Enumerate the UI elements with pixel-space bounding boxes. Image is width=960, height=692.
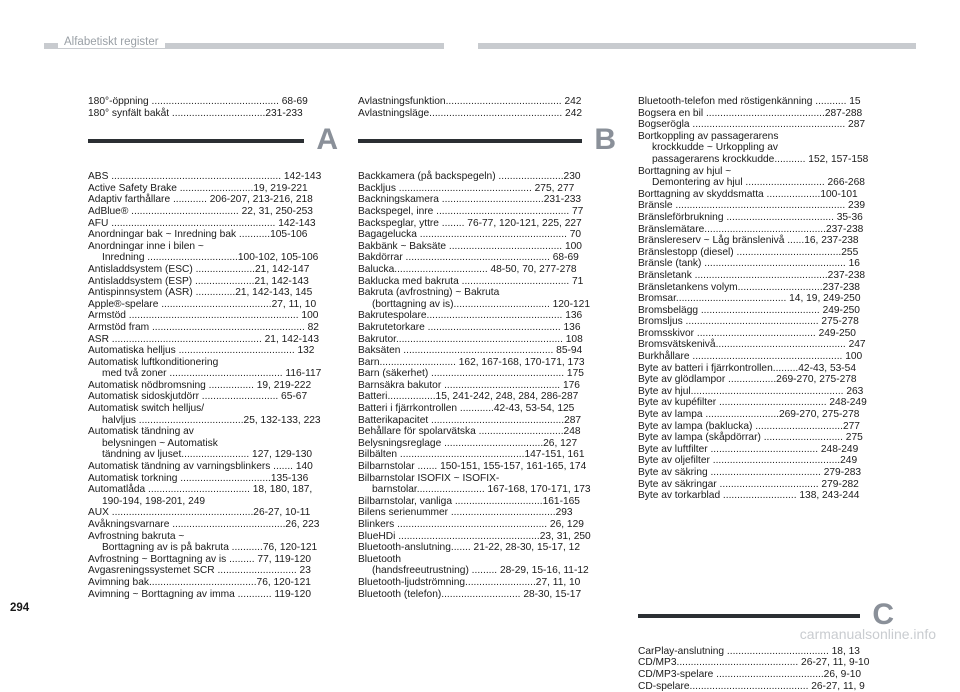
- page-header-title: Alfabetiskt register: [58, 36, 165, 48]
- index-entries-pre: [88, 96, 338, 119]
- index-entry: Bluetooth: [358, 553, 402, 565]
- index-entry: Bränsle ............................................................ 239: [638, 200, 866, 212]
- index-entry: Barn (säkerhet) ............................................... 175: [358, 368, 584, 380]
- index-entry: Bilbälten ............................................147-151, 161: [358, 449, 585, 461]
- page-number: 294: [10, 602, 30, 614]
- index-entry: Baksäten ..................................................... 85-94: [358, 345, 583, 357]
- index-entry: Automatisk nödbromsning ................ 19, 219-222: [88, 379, 312, 391]
- index-entry: 180°-öppning ............................................. 68-69: [88, 96, 308, 107]
- index-entry: Byte av säkring ....................................... 279-283: [638, 467, 862, 478]
- index-entry: Blinkers ..................................................... 26, 129: [358, 519, 584, 530]
- index-entry: Bränsle (tank) .................................................. 16: [638, 258, 860, 270]
- index-entry: Avlastningsläge............................................... 242: [358, 107, 583, 119]
- index-entry: Bromsskivor .......................................... 249-250: [638, 327, 856, 339]
- index-entry: Demontering av hjul ............................ 266-268: [652, 177, 865, 189]
- index-entry: 180° synfält bakåt .................................231-233: [88, 107, 303, 119]
- index-entry: Bilbarnstolar ISOFIX ~ ISOFIX-: [358, 472, 500, 484]
- section-letter: B: [594, 123, 616, 157]
- index-entry: Bagagelucka .................................................... 70: [358, 229, 582, 241]
- index-entry: Burkhållare ..................................................... 100: [638, 351, 863, 363]
- section-letter: C: [872, 597, 894, 631]
- index-entry: Byte av glödlampor .................269-270, 275-278: [638, 374, 857, 386]
- index-entry: AdBlue® ...................................... 22, 31, 250-253: [88, 205, 313, 217]
- index-entry: halvljus .....................................25, 132-133, 223: [102, 414, 321, 426]
- section-rule: [88, 139, 304, 143]
- index-entry: Automatiska helljus ......................................... 132: [88, 345, 315, 357]
- index-entry: Bromsvätskenivå.............................................. 247: [638, 339, 866, 351]
- index-entry: (borttagning av is).................................. 120-121: [372, 298, 590, 310]
- index-entry: CD/MP3........................................... 26-27, 11, 9-10: [638, 657, 870, 669]
- index-entry: ABS ............................................................ 142-143: [88, 171, 322, 183]
- index-entry: Byte av säkringar ................................... 279-282: [638, 478, 859, 490]
- index-entry: Bakruta (avfrostning) ~ Bakruta: [358, 287, 500, 299]
- index-entry: Automatisk switch helljus/: [88, 403, 205, 415]
- index-entries-c: [638, 646, 894, 692]
- index-entries-a: [88, 171, 338, 600]
- index-entry: Avgasreningssystemet SCR ............................ 23: [88, 565, 311, 577]
- index-entry: Anordningar inne i bilen ~: [88, 240, 204, 252]
- index-entry: Backljus ............................................... 275, 277: [358, 182, 575, 194]
- index-entry: Adaptiv farthållare ............ 206-207, 213-216, 218: [88, 194, 313, 206]
- index-entry: ASR ..................................................... 21, 142-143: [88, 333, 319, 345]
- index-entry: Byte av batteri i fjärrkontrollen.........42-43, 53-54: [638, 362, 857, 374]
- section-rule: [358, 139, 582, 143]
- index-entries-pre: [358, 96, 616, 119]
- index-entry: Automatisk tändning av: [88, 426, 194, 438]
- index-entry: med två zoner ........................................ 116-117: [102, 368, 322, 380]
- index-entry: Armstöd fram ...................................................... 82: [88, 321, 319, 333]
- index-entry: Bränslemätare...........................................237-238: [638, 223, 864, 235]
- index-entry: Avåkningsvarnare ........................................26, 223: [88, 519, 320, 530]
- index-entry: AUX ..................................................26-27, 10-11: [88, 507, 311, 519]
- index-entry: Batterikapacitet ...............................................287: [358, 414, 582, 426]
- index-entry: Avfrostning bakruta ~: [88, 530, 185, 542]
- index-entry: Bluetooth-anslutning....... 21-22, 28-30, 15-17, 12: [358, 542, 581, 554]
- index-entry: Borttagning av is på bakruta ...........76, 120-121: [102, 542, 318, 554]
- index-entry: Avimning ~ Borttagning av imma ............ 119-120: [88, 588, 312, 600]
- index-entry: Bluetooth-telefon med röstigenkänning ........... 15: [638, 96, 861, 107]
- index-entry: Bogserögla ...................................................... 287: [638, 119, 866, 131]
- index-entry: Antisladdsystem (ESC) .....................21, 142-147: [88, 263, 310, 275]
- index-entry: Belysningsreglage ...................................26, 127: [358, 437, 578, 449]
- index-entry: Anordningar bak ~ Inredning bak ...........105-106: [88, 229, 308, 241]
- section-header-a: [88, 123, 338, 165]
- index-entry: passagerarens krockkudde........... 152, 157-158: [652, 153, 869, 165]
- index-entry: Automatisk luftkonditionering: [88, 356, 219, 368]
- index-entry: CarPlay-anslutning .................................... 18, 13: [638, 645, 860, 657]
- index-entry: Batteri.................15, 241-242, 248, 284, 286-287: [358, 391, 579, 403]
- index-entry: Bilbarnstolar ....... 150-151, 155-157, 161-165, 174: [358, 461, 587, 473]
- index-entry: Backkamera (på backspegeln) .......................230: [358, 171, 581, 183]
- index-entry: Byte av kupéfilter ...................................... 248-249: [638, 397, 867, 409]
- index-entry: krockkudde ~ Urkoppling av: [652, 142, 778, 154]
- index-entry: Byte av luftfilter ...................................... 248-249: [638, 443, 859, 455]
- index-entry: CD-spelare.......................................... 26-27, 11, 9: [638, 680, 865, 692]
- index-entry: 190-194, 198-201, 249: [102, 495, 206, 507]
- index-entry: Bränslestopp (diesel) .....................................255: [638, 246, 859, 258]
- index-entry: Automatlåda .................................... 18, 180, 187,: [88, 484, 313, 496]
- index-entry: Bromsljus ............................................... 275-278: [638, 316, 859, 328]
- section-header-b: [358, 123, 616, 165]
- index-entry: Inredning ................................100-102, 105-106: [102, 252, 319, 264]
- section-letter: A: [316, 123, 338, 157]
- index-entry: Bakrutespolare................................................ 136: [358, 310, 583, 322]
- index-entry: Byte av oljefilter .............................................249: [638, 455, 858, 467]
- index-entry: Bluetooth (telefon)............................ 28-30, 15-17: [358, 588, 582, 600]
- index-entry: Byte av lampa (skåpdörrar) ............................ 275: [638, 432, 863, 444]
- index-entry: Byte av lampa ..........................269-270, 275-278: [638, 409, 860, 421]
- watermark: carmanualsonline.info: [799, 626, 936, 642]
- index-entry: Automatisk torkning ................................135-136: [88, 472, 309, 484]
- index-entry: Backningskamera ....................................231-233: [358, 194, 582, 206]
- index-entry: CD/MP3-spelare ......................................26, 9-10: [638, 668, 862, 680]
- index-entry: belysningen ~ Automatisk: [102, 437, 218, 449]
- index-entry: Bakrutor........................................................... 108: [358, 333, 583, 345]
- section-rule: [638, 614, 860, 618]
- index-entry: Armstöd ............................................................ 100: [88, 310, 319, 322]
- index-entry: BlueHDi ..................................................23, 31, 250: [358, 530, 591, 542]
- index-entry: Bilbarnstolar, vanliga ...............................161-165: [358, 495, 580, 507]
- index-entry: Borttagning av hjul ~: [638, 165, 732, 177]
- index-entry: Barn........................... 162, 167-168, 170-171, 173: [358, 356, 585, 368]
- index-entry: tändning av ljuset........................ 127, 129-130: [102, 449, 313, 461]
- index-entry: Bränsletankens volym..............................237-238: [638, 281, 860, 293]
- index-entry: Bakrutetorkare ............................................... 136: [358, 321, 581, 333]
- index-entry: (handsfreeutrustning) ......... 28-29, 15-16, 11-12: [372, 565, 589, 577]
- index-entry: Automatisk sidoskjutdörr ........................... 65-67: [88, 391, 308, 403]
- index-entry: Apple®-spelare .......................................27, 11, 10: [88, 298, 317, 310]
- index-entry: Antispinnsystem (ASR) ..............21, 142-143, 145: [88, 287, 313, 299]
- index-entry: Antisladdsystem (ESP) .....................21, 142-143: [88, 275, 309, 287]
- index-entry: Bogsera en bil ..........................................287-288: [638, 107, 863, 119]
- index-column-1: [88, 96, 338, 600]
- index-entry: Active Safety Brake ..........................19, 219-221: [88, 182, 308, 194]
- index-entry: Bromsar....................................... 14, 19, 249-250: [638, 293, 861, 305]
- index-entry: Automatisk tändning av varningsblinkers ....... 140: [88, 461, 313, 473]
- index-column-3: [638, 96, 894, 692]
- index-entry: Avlastningsfunktion......................................... 242: [358, 96, 582, 107]
- index-entry: Backspeglar, yttre ........ 76-77, 120-121, 225, 227: [358, 217, 582, 229]
- index-column-2: [358, 96, 616, 600]
- index-entry: Bromsbelägg .......................................... 249-250: [638, 304, 860, 316]
- index-entry: Batteri i fjärrkontrollen ............42-43, 53-54, 125: [358, 403, 575, 415]
- index-entry: Backspegel, inre ............................................... 77: [358, 205, 584, 217]
- index-entry: Bränsleförbrukning ...................................... 35-36: [638, 211, 863, 223]
- index-entry: AFU .......................................................... 142-143: [88, 217, 316, 229]
- index-entry: Byte av lampa (baklucka) ...............................277: [638, 420, 860, 432]
- index-entry: Balucka................................. 48-50, 70, 277-278: [358, 263, 577, 275]
- index-entry: Bakbänk ~ Baksäte ........................................ 100: [358, 240, 582, 252]
- index-entry: Avfrostning ~ Borttagning av is ......... 77, 119-120: [88, 553, 312, 565]
- index-entry: Byte av hjul...................................................... 263: [638, 385, 864, 397]
- index-entry: Bluetooth-ljudströmning.........................27, 11, 10: [358, 576, 581, 588]
- index-entry: Byte av torkarblad .......................... 138, 243-244: [638, 490, 860, 502]
- index-entry: Baklucka med bakruta ...................................... 71: [358, 275, 584, 287]
- index-entry: Borttagning av skyddsmatta ...................100-101: [638, 188, 858, 200]
- index-entry: Bränslereserv ~ Låg bränslenivå ......16, 237-238: [638, 235, 859, 247]
- index-entry: Behållare för spolarvätska ..............................248: [358, 426, 581, 438]
- index-entry: Bränsletank ...............................................237-238: [638, 269, 866, 281]
- index-entry: Bakdörrar ................................................... 68-69: [358, 252, 579, 264]
- header-rule-right: [478, 43, 916, 49]
- index-entry: Bilens serienummer .....................................293: [358, 507, 573, 519]
- index-entry: barnstolar........................ 167-168, 170-171, 173: [372, 484, 591, 496]
- index-entries-b: [358, 171, 616, 600]
- index-entries-b-cont: [638, 96, 894, 502]
- index-entry: Avimning bak......................................76, 120-121: [88, 576, 311, 588]
- index-entry: Bortkoppling av passagerarens: [638, 130, 779, 142]
- index-entry: Barnsäkra bakutor ......................................... 176: [358, 379, 580, 391]
